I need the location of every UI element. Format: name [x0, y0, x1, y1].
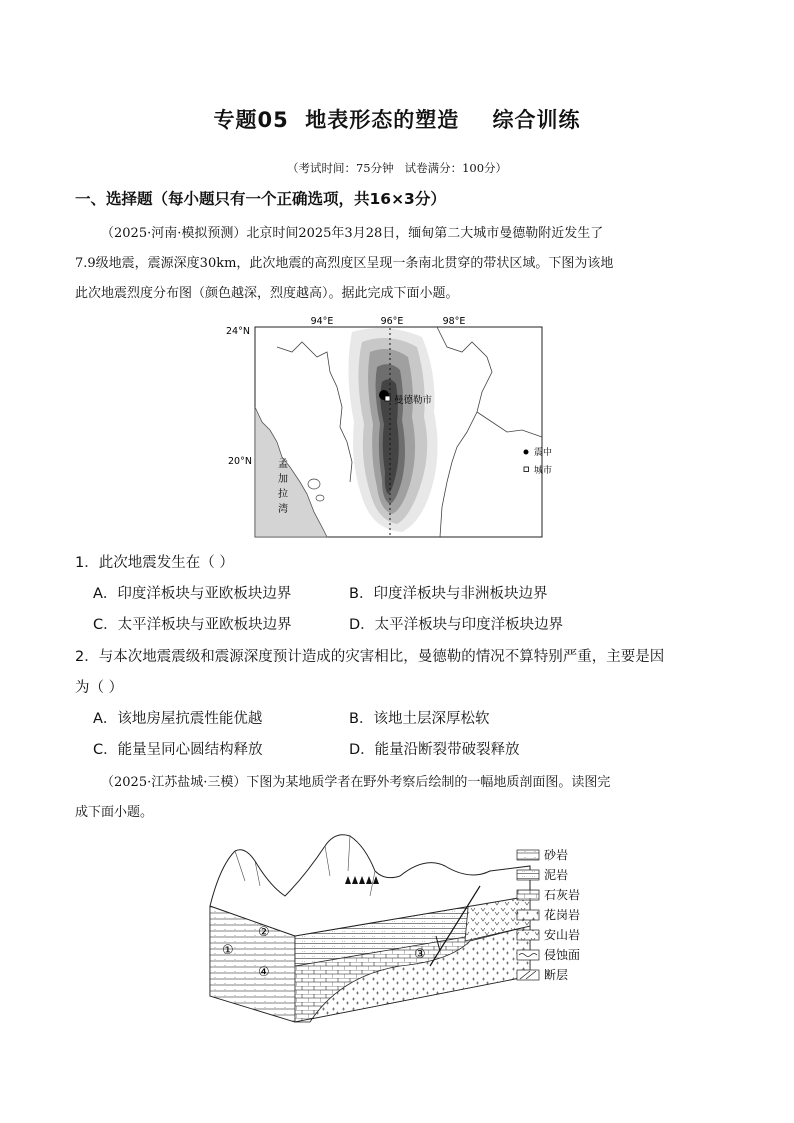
section-heading: 一、选择题（每小题只有一个正确选项，共16×3分）: [75, 190, 446, 208]
legend-square-icon: [524, 467, 529, 472]
marker-2: ②: [258, 925, 270, 940]
legend-sandstone-icon: [517, 850, 539, 860]
legend-label: 侵蚀面: [544, 948, 581, 962]
question-2-option-a: A．该地房屋抗震性能优越: [93, 711, 263, 727]
exam-info: （考试时间：75分钟 试卷满分：100分）: [286, 161, 508, 175]
passage-1-line-2: 7.9级地震，震源深度30km，此次地震的高烈度区呈现一条南北贯穿的带状区域。下图为该地: [75, 256, 614, 271]
passage-2: [75, 768, 723, 828]
legend-label: 石灰岩: [544, 888, 581, 902]
legend-erosion-icon: [517, 950, 539, 960]
legend-label: 断层: [544, 968, 569, 982]
page-title: 专题05 地表形态的塑造 综合训练: [213, 108, 581, 132]
question-1-option-b: B．印度洋板块与非洲板块边界: [349, 586, 548, 602]
passage-1-line-3: 此次地震烈度分布图（颜色越深，烈度越高）。据此完成下面小题。: [75, 286, 459, 301]
marker-1: ①: [222, 943, 234, 958]
bay-label: 加: [278, 474, 288, 485]
legend-label: 安山岩: [544, 928, 581, 942]
question-2-stem: 2．与本次地震震级和震源深度预计造成的灾害相比，曼德勒的情况不算特别严重，主要是因: [75, 649, 665, 665]
lon-label: 96°E: [380, 316, 404, 327]
question-1-option-a: A．印度洋板块与亚欧板块边界: [93, 586, 292, 602]
legend-label: 城市: [534, 466, 553, 476]
legend-limestone-icon: [517, 890, 539, 900]
question-1-option-d: D．太平洋板块与印度洋板块边界: [349, 617, 564, 633]
passage-1-line-1: （2025·河南·模拟预测）北京时间2025年3月28日，缅甸第二大城市曼德勒附近发生了: [101, 226, 604, 241]
city-marker: [385, 396, 390, 401]
city-label: 曼德勒市: [394, 395, 433, 406]
island: [316, 495, 324, 501]
lon-label: 98°E: [442, 316, 466, 327]
lon-label: 94°E: [310, 316, 334, 327]
lat-label: 24°N: [226, 326, 250, 337]
bay-label: 孟: [278, 459, 288, 470]
question-1-option-c: C．太平洋板块与亚欧板块边界: [93, 617, 292, 633]
passage-2-line-1: （2025·江苏盐城·三模）下图为某地质学者在野外考察后绘制的一幅地质剖面图。读图完: [101, 775, 611, 790]
legend-label: 砂岩: [544, 848, 569, 862]
question-2-stem-cont: 为（ ）: [75, 680, 124, 696]
bay-label: 拉: [278, 489, 288, 500]
question-2-option-c: C．能量呈同心圆结构释放: [93, 742, 263, 758]
bay-label: 湾: [278, 504, 288, 515]
legend-granite-icon: [517, 910, 539, 920]
geological-cross-section: [200, 826, 620, 1026]
legend-label: 花岗岩: [544, 908, 581, 922]
passage-1: [75, 219, 723, 309]
legend-label: 震中: [534, 448, 553, 458]
legend-mudstone-icon: [517, 870, 539, 880]
passage-2-line-2: 成下面小题。: [75, 805, 154, 820]
legend-dot-icon: [524, 450, 529, 455]
question-2-option-b: B．该地土层深厚松软: [349, 711, 490, 727]
question-2-option-d: D．能量沿断裂带破裂释放: [349, 742, 520, 758]
legend-label: 泥岩: [544, 868, 569, 882]
legend-andesite-icon: [517, 930, 539, 940]
marker-3: ③: [414, 947, 426, 962]
question-1-stem: 1．此次地震发生在（ ）: [75, 555, 234, 571]
island: [308, 479, 320, 489]
earthquake-intensity-map: [222, 312, 582, 542]
marker-4: ④: [258, 965, 270, 980]
lat-label: 20°N: [228, 456, 252, 467]
